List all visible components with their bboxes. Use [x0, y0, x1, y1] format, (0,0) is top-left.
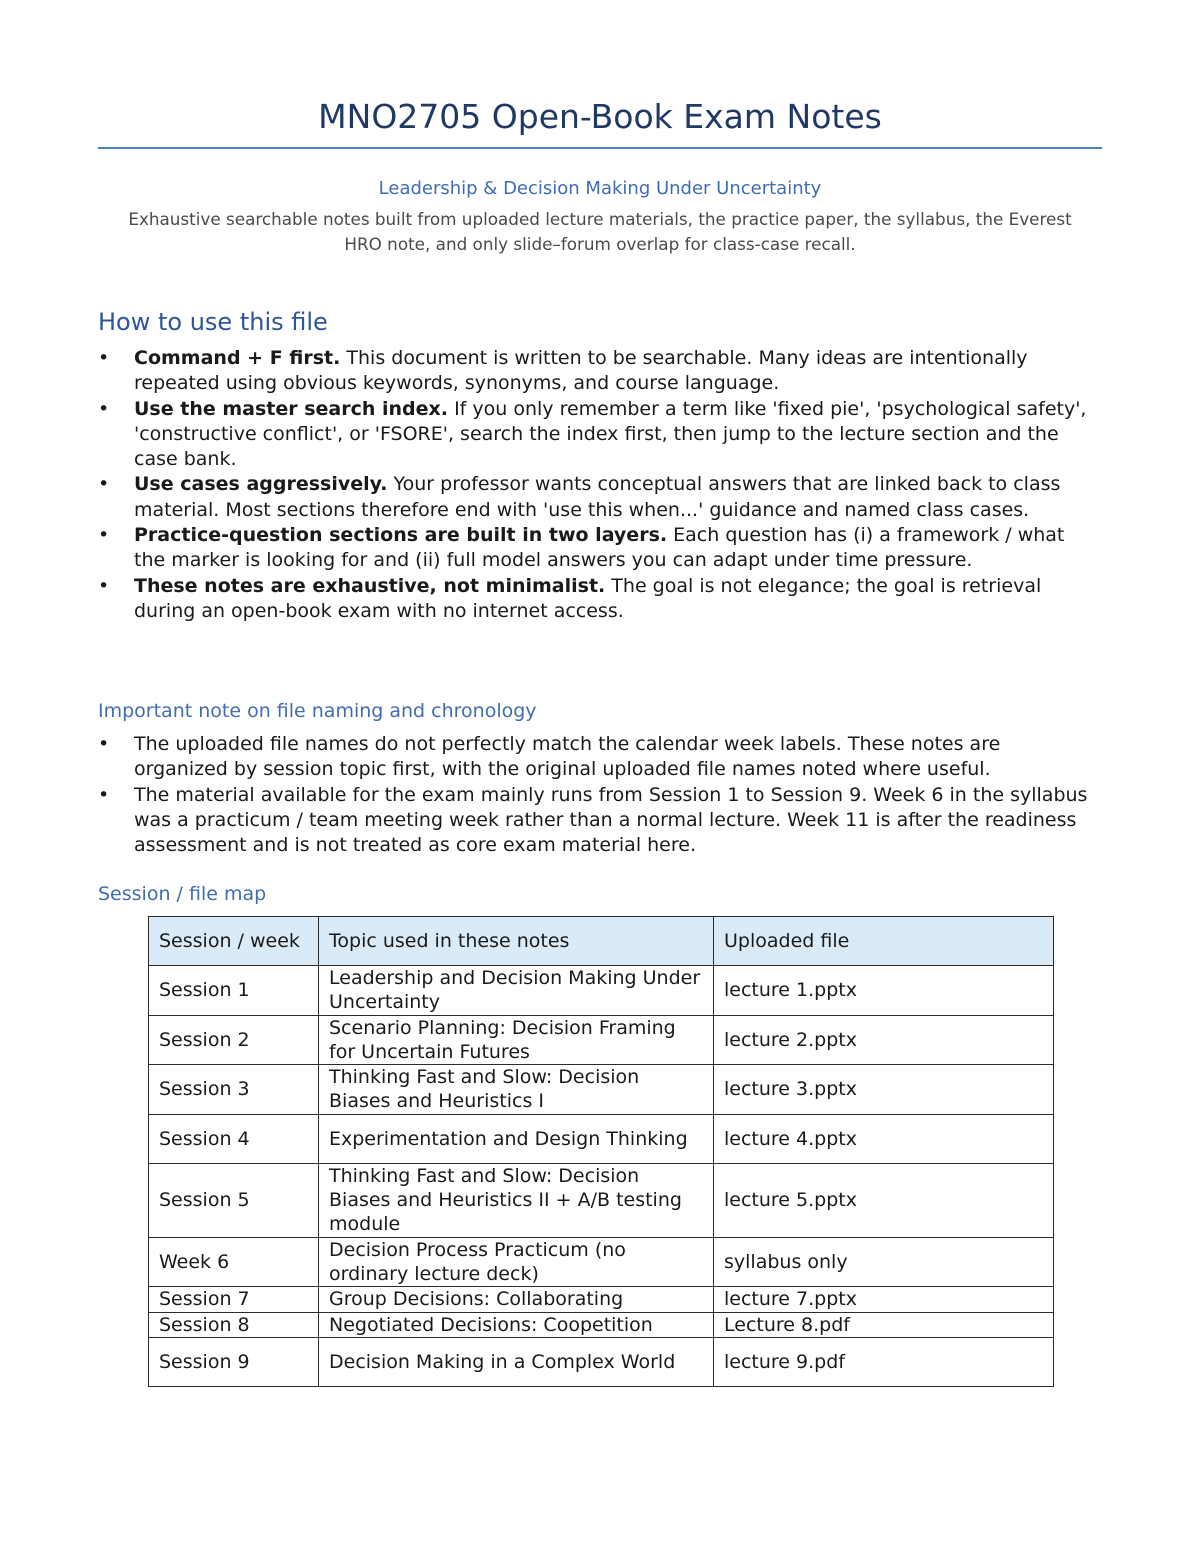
table-row	[149, 1337, 1054, 1386]
item-text: Each question has (i) a framework / what the marker is looking for and (ii) full model answers you can adapt under time pressure.	[134, 524, 1065, 572]
cell-topic: Experimentation and Design Thinking	[319, 1114, 714, 1163]
cell-topic: Scenario Planning: Decision Framing for Uncertain Futures	[319, 1015, 714, 1065]
cell-topic: Negotiated Decisions: Coopetition	[319, 1312, 714, 1337]
cell-session: Session 5	[149, 1163, 319, 1237]
cell-file: lecture 9.pdf	[714, 1337, 1054, 1386]
bullet-icon: •	[98, 733, 110, 755]
cell-topic: Decision Process Practicum (no ordinary lecture deck)	[319, 1237, 714, 1287]
item-lead: Practice-question sections are built in two layers.	[134, 524, 668, 547]
item-text: The goal is not elegance; the goal is retrieval during an open-book exam with no internet access.	[134, 574, 1042, 622]
document-title: MNO2705 Open-Book Exam Notes	[318, 97, 882, 136]
table-row	[149, 1114, 1054, 1163]
item-text: The material available for the exam mainly runs from Session 1 to Session 9. Week 6 in the syllabus was a practicum / team meeting week rather than a normal lecture. Week 11 is after the readiness assessment and is not treated as core exam material here.	[134, 783, 1088, 857]
cell-session: Session 3	[149, 1065, 319, 1115]
cell-session: Session 1	[149, 966, 319, 1016]
session-file-table	[148, 916, 1054, 1387]
file-map-heading: Session / file map	[98, 883, 267, 905]
cell-topic: Leadership and Decision Making Under Uncertainty	[319, 966, 714, 1016]
cell-file: Lecture 8.pdf	[714, 1312, 1054, 1337]
cell-file: lecture 5.pptx	[714, 1163, 1054, 1237]
item-lead: These notes are exhaustive, not minimalist.	[134, 574, 606, 597]
table-row	[149, 1237, 1054, 1287]
list-item	[98, 472, 1098, 523]
table-row	[149, 1312, 1054, 1337]
table-row	[149, 1163, 1054, 1237]
item-text: Your professor wants conceptual answers that are linked back to class material. Most sections therefore end with 'use this when...' guidance and named class cases.	[134, 473, 1061, 521]
bullet-icon: •	[98, 574, 110, 597]
item-text: If you only remember a term like 'fixed pie', 'psychological safety', 'constructive conflict', or 'FSORE', search the index first, then jump to the lecture section and the case bank.	[134, 397, 1087, 471]
table-header-row	[149, 917, 1054, 966]
item-lead: Use cases aggressively.	[134, 473, 388, 496]
column-header-file: Uploaded file	[714, 917, 1054, 966]
item-lead: Command + F first.	[134, 347, 341, 369]
naming-list	[98, 732, 1098, 858]
column-header-session: Session / week	[149, 917, 319, 966]
title-underline	[98, 147, 1102, 149]
cell-file: lecture 3.pptx	[714, 1065, 1054, 1115]
intro-paragraph: Exhaustive searchable notes built from uploaded lecture materials, the practice paper, the syllabus, the Everest HRO note, and only slide–forum overlap for class-case recall.	[128, 209, 1072, 254]
cell-session: Session 8	[149, 1312, 319, 1337]
bullet-icon: •	[98, 397, 110, 420]
naming-heading: Important note on file naming and chronology	[98, 700, 537, 722]
cell-session: Session 2	[149, 1015, 319, 1065]
bullet-icon: •	[98, 473, 110, 496]
how-to-heading: How to use this file	[98, 308, 328, 336]
list-item	[98, 783, 1098, 859]
cell-topic: Group Decisions: Collaborating	[319, 1287, 714, 1312]
cell-file: lecture 2.pptx	[714, 1015, 1054, 1065]
list-item	[98, 523, 1098, 574]
cell-topic: Decision Making in a Complex World	[319, 1337, 714, 1386]
item-text: This document is written to be searchable. Many ideas are intentionally repeated using obvious keywords, synonyms, and course language.	[134, 347, 1028, 395]
cell-session: Session 7	[149, 1287, 319, 1312]
cell-session: Session 9	[149, 1337, 319, 1386]
bullet-icon: •	[98, 783, 110, 806]
list-item	[98, 346, 1098, 397]
cell-topic: Thinking Fast and Slow: Decision Biases and Heuristics II + A/B testing module	[319, 1163, 714, 1237]
bullet-icon: •	[98, 524, 110, 547]
cell-file: lecture 4.pptx	[714, 1114, 1054, 1163]
column-header-topic: Topic used in these notes	[319, 917, 714, 966]
table-row	[149, 1287, 1054, 1312]
table-row	[149, 1015, 1054, 1065]
cell-file: lecture 7.pptx	[714, 1287, 1054, 1312]
list-item	[98, 397, 1098, 473]
cell-file: lecture 1.pptx	[714, 966, 1054, 1016]
item-lead: Use the master search index.	[134, 397, 449, 420]
how-to-list	[98, 346, 1098, 624]
item-text: The uploaded file names do not perfectly match the calendar week labels. These notes are organized by session topic first, with the original uploaded file names noted where useful.	[134, 733, 1001, 781]
document-subtitle: Leadership & Decision Making Under Uncertainty	[378, 178, 822, 199]
cell-topic: Thinking Fast and Slow: Decision Biases and Heuristics I	[319, 1065, 714, 1115]
list-item	[98, 732, 1098, 783]
table-row	[149, 1065, 1054, 1115]
table-row	[149, 966, 1054, 1016]
cell-session: Session 4	[149, 1114, 319, 1163]
list-item	[98, 574, 1098, 625]
bullet-icon: •	[98, 347, 110, 369]
cell-file: syllabus only	[714, 1237, 1054, 1287]
cell-session: Week 6	[149, 1237, 319, 1287]
